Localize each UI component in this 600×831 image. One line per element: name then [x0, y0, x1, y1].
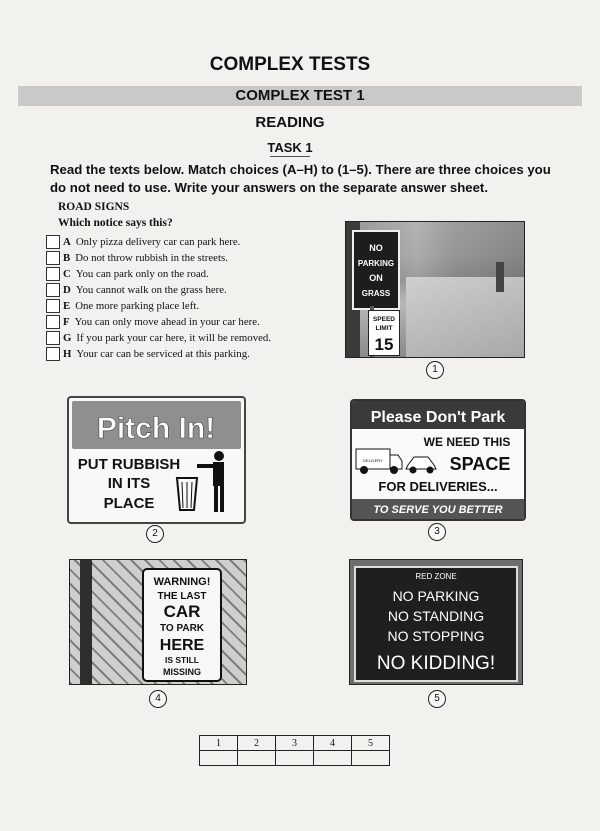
option-text: You cannot walk on the grass here.: [75, 284, 227, 296]
rubbish-line: PLACE: [103, 495, 155, 512]
option-row: [46, 250, 346, 266]
answer-cell[interactable]: [352, 751, 390, 766]
sign1-line: NO: [369, 243, 383, 253]
rubbish-line: IN ITS: [107, 475, 151, 492]
sign-number-1: 1: [426, 361, 444, 379]
answer-header-row: [200, 736, 390, 751]
fence-post: [80, 560, 92, 684]
sign-number-3: 3: [428, 523, 446, 541]
speed-line: SPEED: [372, 316, 396, 323]
task-title: TASK 1: [267, 140, 313, 155]
dont-park-text: Please Don't Park: [370, 409, 506, 426]
answer-table: [199, 735, 390, 766]
option-letter: C: [63, 268, 71, 280]
test-title-band: [18, 86, 582, 106]
option-row: [46, 282, 346, 298]
answer-cell[interactable]: [314, 751, 352, 766]
option-row: [46, 298, 346, 314]
option-row: [46, 330, 346, 346]
delivery-sign-body: [352, 429, 524, 519]
van-text: DELIVERY: [363, 458, 383, 463]
red-zone-line: NO STOPPING: [387, 628, 485, 644]
option-row: [46, 234, 346, 250]
option-letter: G: [63, 332, 72, 344]
red-zone-line: NO STANDING: [387, 608, 485, 624]
red-zone-sign: [354, 566, 518, 682]
option-letter: H: [63, 348, 72, 360]
tree-trunk: [496, 262, 504, 292]
sign-photo-2: [67, 396, 246, 524]
option-letter: F: [63, 316, 70, 328]
speed-limit-sign: [368, 310, 400, 356]
sign-photo-4: [69, 559, 247, 685]
answer-column-header: 3: [276, 736, 314, 751]
answer-input-row: [200, 751, 390, 766]
answer-column-header: 5: [352, 736, 390, 751]
speed-line: LIMIT: [375, 325, 393, 332]
answer-cell[interactable]: [200, 751, 238, 766]
options-list: [46, 234, 346, 362]
page-title: COMPLEX TESTS: [209, 54, 371, 75]
option-row: [46, 266, 346, 282]
answer-checkbox[interactable]: [46, 331, 60, 345]
sign-photo-5: [349, 559, 523, 685]
option-text: One more parking place left.: [75, 300, 200, 312]
option-letter: A: [63, 236, 71, 248]
answer-column-header: 4: [314, 736, 352, 751]
red-zone-line: NO PARKING: [392, 588, 480, 604]
section-heading: ROAD SIGNS: [58, 201, 130, 213]
answer-checkbox[interactable]: [46, 235, 60, 249]
sign1-line: GRASS: [361, 289, 391, 298]
sign-number-4: 4: [149, 690, 167, 708]
answer-column-header: 2: [238, 736, 276, 751]
answer-column-header: 1: [200, 736, 238, 751]
answer-checkbox[interactable]: [46, 347, 60, 361]
option-text: Only pizza delivery car can park here.: [75, 236, 241, 248]
small-car-icon: [406, 457, 436, 474]
dont-park-banner: [352, 401, 524, 429]
warning-line: MISSING: [162, 667, 202, 677]
answer-checkbox[interactable]: [46, 299, 60, 313]
rubbish-line: PUT RUBBISH: [77, 456, 181, 473]
serve-you-text: TO SERVE YOU BETTER: [373, 504, 503, 516]
option-text: Your car can be serviced at this parking.: [76, 348, 250, 360]
option-letter: E: [63, 300, 71, 312]
option-row: [46, 346, 346, 362]
warning-line: THE LAST: [157, 591, 207, 602]
red-zone-line: NO KIDDING!: [376, 653, 496, 674]
option-letter: D: [63, 284, 71, 296]
litter-person-icon: [177, 451, 224, 512]
delivery-line: FOR DELIVERIES...: [378, 479, 498, 494]
delivery-space: SPACE: [449, 454, 511, 474]
warning-line: WARNING!: [153, 576, 211, 588]
sign1-line: ON: [369, 273, 383, 283]
sign-number-2: 2: [146, 525, 164, 543]
delivery-van-icon: [356, 449, 402, 474]
speed-value: 15: [374, 335, 394, 354]
rubbish-sign-body: [69, 450, 244, 522]
warning-line: CAR: [163, 602, 201, 621]
warning-line: IS STILL: [165, 655, 199, 665]
sign-number-5: 5: [428, 690, 446, 708]
option-row: [46, 314, 346, 330]
answer-cell[interactable]: [238, 751, 276, 766]
red-zone-label: RED ZONE: [415, 572, 457, 581]
answer-checkbox[interactable]: [46, 283, 60, 297]
option-text: Do not throw rubbish in the streets.: [75, 252, 228, 264]
sign1-line: PARKING: [357, 259, 395, 268]
no-parking-sign: [352, 230, 400, 310]
answer-cell[interactable]: [276, 751, 314, 766]
section-title: READING: [255, 114, 325, 131]
answer-checkbox[interactable]: [46, 267, 60, 281]
option-text: You can only move ahead in your car here.: [74, 316, 260, 328]
pitch-in-text: Pitch In!: [96, 412, 216, 445]
option-text: If you park your car here, it will be removed.: [76, 332, 271, 344]
test-title: COMPLEX TEST 1: [235, 87, 365, 104]
delivery-line: WE NEED THIS: [423, 435, 511, 449]
answer-checkbox[interactable]: [46, 315, 60, 329]
pitch-in-banner: [72, 401, 241, 449]
task-underline: [270, 156, 310, 157]
warning-sign: [142, 568, 222, 682]
instructions: Read the texts below. Match choices (A–H) to (1–5). There are three choices you do not need to use. Write your answers on the separate answer sheet.: [50, 162, 551, 195]
warning-line: HERE: [159, 637, 205, 654]
answer-checkbox[interactable]: [46, 251, 60, 265]
question-text: Which notice says this?: [58, 217, 173, 229]
option-text: You can park only on the road.: [75, 268, 209, 280]
option-letter: B: [63, 252, 71, 264]
sign-photo-1: [345, 221, 525, 358]
warning-line: TO PARK: [159, 623, 205, 634]
sign-photo-3: [350, 399, 526, 521]
